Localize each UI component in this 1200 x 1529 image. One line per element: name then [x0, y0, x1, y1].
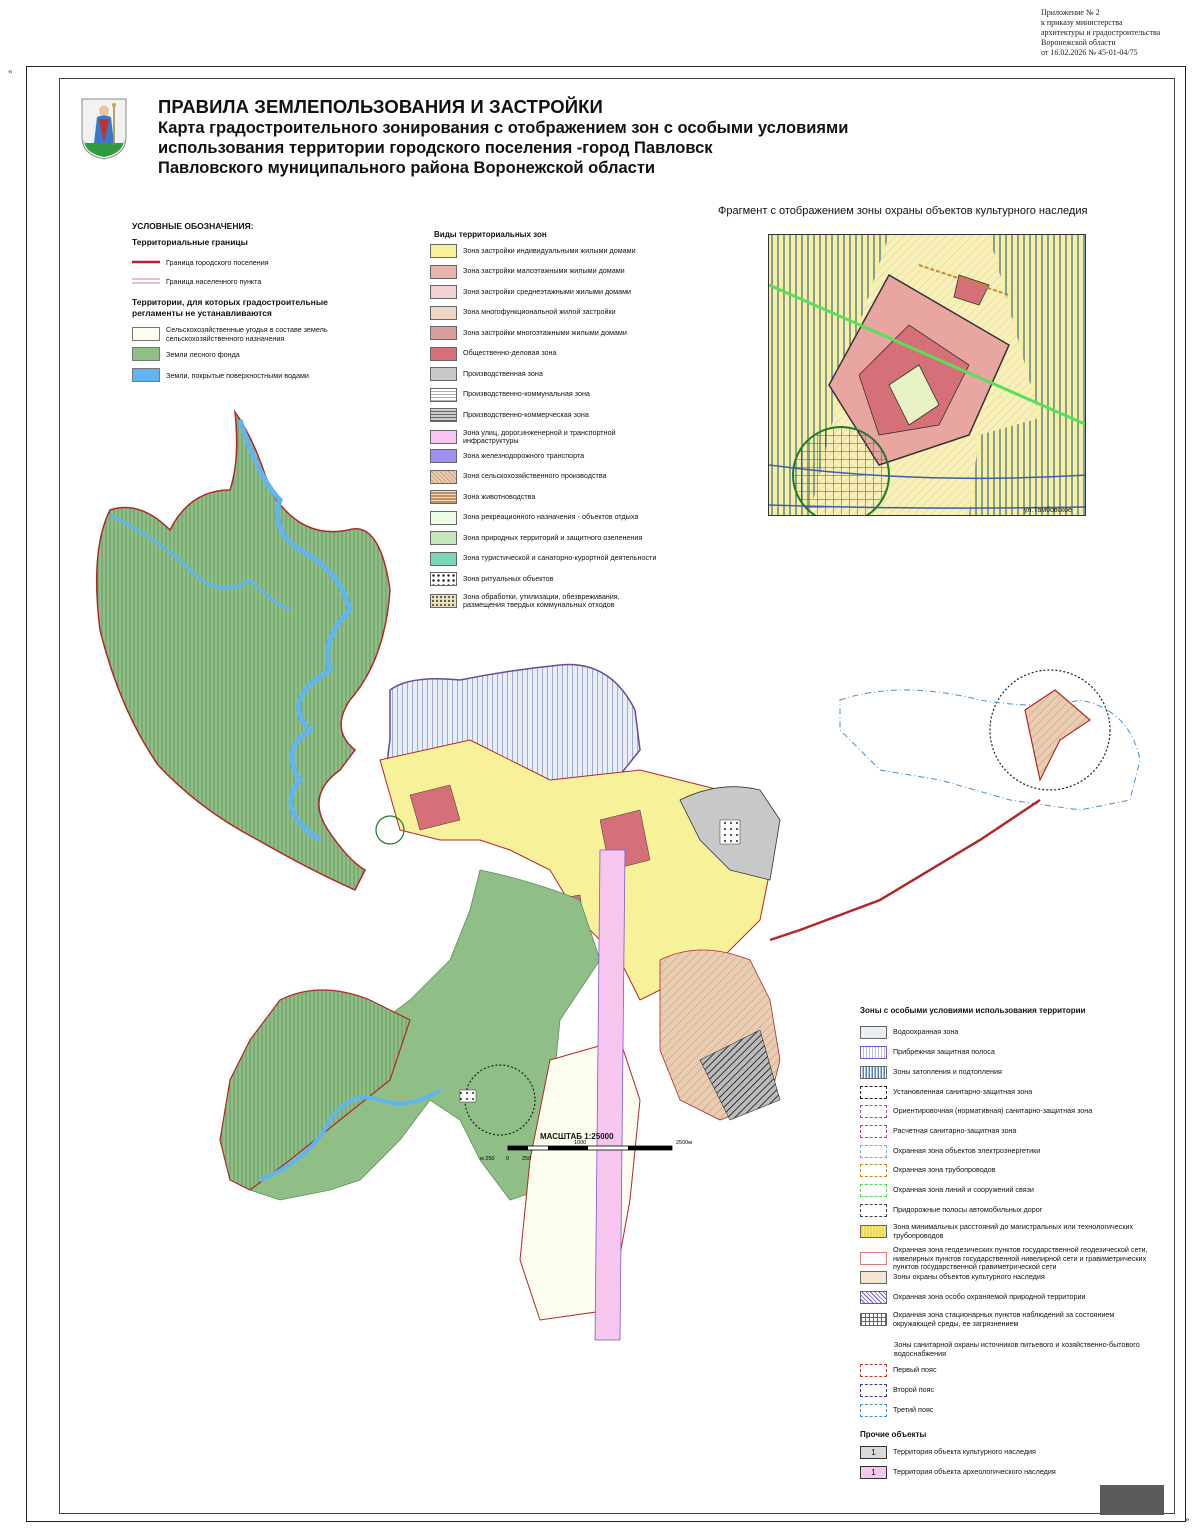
special-zone-swatch [860, 1125, 887, 1138]
boundary-line-swatch [132, 274, 160, 288]
special-zone-label: Расчетная санитарно-защитная зона [893, 1126, 1017, 1136]
special-zone-label: Охранная зона трубопроводов [893, 1165, 996, 1175]
special-zone-swatch [860, 1026, 887, 1039]
quote-close: » [1185, 1514, 1190, 1524]
special-zone-label: Водоохранная зона [893, 1027, 959, 1037]
zone-label: Зона улиц, дорог,инженерной и транспортной инфраструктуры [463, 427, 616, 445]
water-zone-label: Первый пояс [893, 1365, 937, 1375]
title-line: Павловского муниципального района Воронежской области [158, 159, 656, 177]
no-regs-heading: Территории, для которых градостроительные регламенты не устанавливаются [132, 297, 328, 318]
special-zone-legend-item [860, 1046, 1160, 1059]
legend-swatch [132, 347, 160, 361]
special-zone-label: Охранная зона геодезических пунктов государственной геодезической сети, нивелирных пунктов государственной нивелирной сети и гравиметрических пунктов государственной гравиметрической сети [893, 1245, 1148, 1271]
zone-legend-item [430, 285, 730, 299]
inset-street-label: ул.Тамбовское [1024, 507, 1072, 514]
water-zone-swatch [860, 1404, 887, 1417]
zone-swatch [430, 367, 457, 381]
special-zone-swatch [860, 1046, 887, 1059]
water-zone-legend-item [860, 1364, 1160, 1377]
legend-swatch [132, 368, 160, 382]
order-note [1041, 8, 1191, 58]
special-zone-swatch [860, 1164, 887, 1177]
zone-swatch [430, 326, 457, 340]
special-zone-label: Охранная зона стационарных пунктов наблюдений за состоянием окружающей среды, ее загрязнением [893, 1310, 1115, 1328]
other-heading: Прочие объекты [860, 1430, 927, 1439]
zone-label: Зона природных территорий и защитного озеленения [463, 532, 643, 542]
title-main: ПРАВИЛА ЗЕМЛЕПОЛЬЗОВАНИЯ И ЗАСТРОЙКИ [158, 96, 603, 117]
inset-title: Фрагмент с отображением зоны охраны объектов культурного наследия [718, 205, 1088, 217]
scale-tick: 250 [522, 1156, 532, 1162]
zone-label: Производственно-коммерческая зона [463, 409, 589, 419]
scale-bar [480, 1140, 700, 1162]
other-object-swatch: 1 [860, 1466, 887, 1479]
other-object-label: Территория объекта культурного наследия [893, 1447, 1036, 1457]
other-object-legend-item [860, 1466, 1160, 1479]
legend-label: Граница городского поселения [166, 257, 269, 267]
special-zone-legend-item [860, 1026, 1160, 1039]
zone-label: Зона обработки, утилизации, обезвреживания, размещения твердых коммунальных отходов [463, 591, 620, 609]
zone-label: Зона туристической и санаторно-курортной деятельности [463, 553, 657, 563]
title-block [158, 96, 918, 178]
special-zone-legend-item [860, 1204, 1160, 1217]
zone-legend-item [430, 306, 730, 320]
title-line: использования территории городского поселения -город Павловск [158, 139, 713, 157]
special-zone-legend-item [860, 1105, 1160, 1118]
special-zone-swatch [860, 1145, 887, 1158]
zone-label: Производственная зона [463, 368, 543, 378]
order-note-line: от 16.02.2026 № 45-01-04/75 [1041, 48, 1138, 57]
special-zone-label: Зона минимальных расстояний до магистральных или технологических трубопроводов [893, 1222, 1134, 1240]
zone-legend-item [430, 326, 730, 340]
legend-label: Земли лесного фонда [166, 349, 240, 359]
zone-label: Зона застройки многоэтажными жилыми домами [463, 327, 627, 337]
special-zone-swatch [860, 1271, 887, 1284]
special-zone-swatch [860, 1204, 887, 1217]
special-zone-legend-item [860, 1164, 1160, 1177]
title-line: Карта градостроительного зонирования с отображением зон с особыми условиями [158, 119, 849, 137]
zone-legend-item [430, 265, 730, 279]
zone-swatch [430, 244, 457, 258]
legend-label: Граница населенного пункта [166, 276, 262, 286]
scale-tick: 0 [506, 1156, 510, 1162]
quote-open: « [8, 66, 13, 76]
legend-item-agri-land [132, 325, 362, 343]
order-note-line: Приложение № 2 [1041, 8, 1100, 17]
other-object-legend-item [860, 1446, 1160, 1459]
special-zone-legend-item [860, 1066, 1160, 1079]
special-zone-swatch [860, 1184, 887, 1197]
water-zone-label: Второй пояс [893, 1385, 935, 1395]
legend-item-settlement-boundary [132, 255, 269, 269]
special-zone-legend-item [860, 1311, 1160, 1328]
zone-label: Зона сельскохозяйственного производства [463, 471, 607, 481]
water-zone-legend-item [860, 1384, 1160, 1397]
other-object-label: Территория объекта археологического наследия [893, 1467, 1056, 1477]
stamp-logo [1100, 1485, 1164, 1515]
scale-tick: м 250 [480, 1156, 495, 1162]
zone-label: Зона железнодорожного транспорта [463, 450, 585, 460]
zone-swatch [430, 265, 457, 279]
special-zone-swatch [860, 1086, 887, 1099]
zone-swatch [430, 306, 457, 320]
scale-title: МАСШТАБ 1:25000 [540, 1132, 614, 1141]
water-zone-swatch [860, 1384, 887, 1397]
zone-swatch [430, 285, 457, 299]
special-zone-label: Придорожные полосы автомобильных дорог [893, 1205, 1043, 1215]
special-zone-label: Охранная зона линий и сооружений связи [893, 1185, 1034, 1195]
boundaries-heading: Территориальные границы [132, 237, 248, 247]
zone-swatch [430, 347, 457, 361]
special-zone-label: Установленная санитарно-защитная зона [893, 1087, 1033, 1097]
special-zone-label: Зоны охраны объектов культурного наследия [893, 1272, 1045, 1282]
boundary-line-swatch [132, 255, 160, 269]
zone-label: Зона животноводства [463, 491, 536, 501]
special-zone-label: Ориентировочная (нормативная) санитарно-защитная зона [893, 1106, 1093, 1116]
special-zone-swatch [860, 1252, 887, 1265]
special-zone-swatch [860, 1225, 887, 1238]
special-zone-legend-item [860, 1223, 1160, 1240]
zone-label: Зона застройки среднеэтажными жилыми домами [463, 286, 632, 296]
zone-label: Общественно-деловая зона [463, 348, 557, 358]
special-zone-legend-item [860, 1145, 1160, 1158]
special-zone-legend-item [860, 1271, 1160, 1284]
legend-item-forest-land [132, 347, 240, 361]
special-zone-swatch [860, 1313, 887, 1326]
special-heading: Зоны с особыми условиями использования территории [860, 1006, 1086, 1015]
order-note-line: Воронежской области [1041, 38, 1116, 47]
scale-tick: 2500м [676, 1140, 693, 1146]
special-zone-swatch [860, 1291, 887, 1304]
special-zone-legend-item [860, 1291, 1160, 1304]
water-zone-swatch [860, 1364, 887, 1377]
legend-item-water-land [132, 368, 309, 382]
order-note-line: архитектуры и градостроительства [1041, 28, 1161, 37]
special-zone-swatch [860, 1105, 887, 1118]
zone-label: Производственно-коммунальная зона [463, 389, 590, 399]
special-zone-label: Прибрежная защитная полоса [893, 1047, 995, 1057]
special-zone-legend-item [860, 1184, 1160, 1197]
water-zone-legend-item [860, 1404, 1160, 1417]
scale-tick: 1000 [574, 1140, 587, 1146]
zone-label: Зона застройки индивидуальными жилыми домами [463, 245, 636, 255]
zone-legend-item [430, 244, 730, 258]
legend-item-locality-boundary [132, 274, 261, 288]
special-zone-label: Охранная зона объектов электроэнергетики [893, 1146, 1041, 1156]
legend-label: Земли, покрытые поверхностными водами [166, 370, 309, 380]
water-heading: Зоны санитарной охраны источников питьевого и хозяйственно-бытового водоснабжения [894, 1340, 1140, 1358]
zone-label: Зона рекреационного назначения - объектов отдыха [463, 512, 639, 522]
order-note-line: к приказу министерства [1041, 18, 1123, 27]
special-zone-label: Зоны затопления и подтопления [893, 1067, 1002, 1077]
special-zone-legend-item [860, 1246, 1160, 1272]
zone-legend-item [430, 347, 730, 361]
legend-label: Сельскохозяйственные угодья в составе земель сельскохозяйственного назначения [166, 325, 328, 343]
special-zone-swatch [860, 1066, 887, 1079]
water-zone-label: Третий пояс [893, 1405, 934, 1415]
zone-legend-item [430, 367, 730, 381]
zones-heading: Виды территориальных зон [434, 230, 547, 239]
zone-label: Зона многофункциональной жилой застройки [463, 307, 616, 317]
zone-label: Зона ритуальных объектов [463, 573, 554, 583]
special-zone-label: Охранная зона особо охраняемой природной территории [893, 1292, 1086, 1302]
main-zoning-map [80, 400, 1180, 1440]
special-zone-legend-item [860, 1125, 1160, 1138]
zone-label: Зона застройки малоэтажными жилыми домами [463, 266, 625, 276]
legend-swatch [132, 327, 160, 341]
coat-of-arms-emblem [80, 97, 128, 161]
special-zone-legend-item [860, 1086, 1160, 1099]
other-object-swatch: 1 [860, 1446, 887, 1459]
legend-heading: УСЛОВНЫЕ ОБОЗНАЧЕНИЯ: [132, 221, 254, 231]
